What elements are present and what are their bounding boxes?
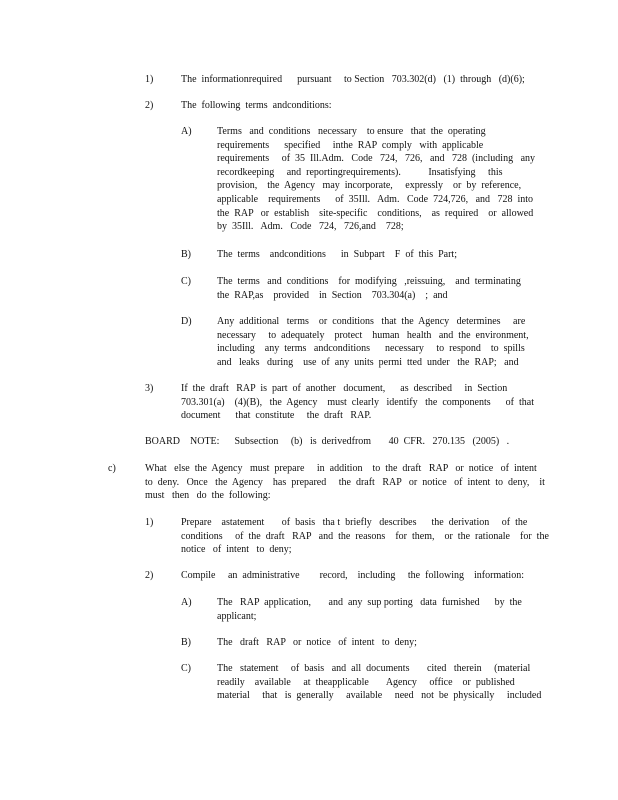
text-line: The informationrequired pursuant to Section 703.302(d) (1) through (d)(6);: [181, 74, 525, 85]
text-line: What else the Agency must prepare in addition to the draft RAP or notice of intent: [145, 463, 537, 474]
text-line: The following terms andconditions:: [181, 100, 332, 111]
item-label: B): [181, 249, 191, 260]
text-line: Any additional terms or conditions that the Agency determines are: [217, 316, 526, 327]
text-line: recordkeeping and reportingrequirements). Insatisfying this: [217, 166, 503, 178]
item-text: [145, 462, 550, 503]
text-line: Prepare astatement of basis tha t briefly describes the derivation of the: [181, 517, 528, 528]
text-line: applicable requirements of 35Ill. Adm. Code 724,726, and 728 into: [217, 193, 534, 205]
item-label: A): [181, 597, 192, 608]
item-text: [217, 125, 547, 234]
text-line: BOARD NOTE: Subsection (b) is derivedfrom 40 CFR. 270.135 (2005) .: [145, 436, 510, 447]
item-label: A): [181, 126, 192, 137]
item-label: C): [181, 663, 191, 674]
text-line: If the draft RAP is part of another document, as described in Section: [181, 383, 508, 394]
text-line: including any terms andconditions necessary to respond to spills: [217, 343, 525, 355]
item-label: 1): [145, 517, 154, 528]
text-line: conditions of the draft RAP and the reasons for them, or the rationale for the: [181, 530, 549, 542]
text-line: to deny. Once the Agency has prepared the draft RAP or notice of intent to deny, it: [145, 476, 545, 488]
item-text: [217, 248, 547, 262]
text-line: and leaks during use of any units permi tted under the RAP; and: [217, 356, 519, 368]
text-line: The terms andconditions in Subpart F of this Part;: [217, 249, 457, 260]
item-label: 2): [145, 100, 154, 111]
item-text: [181, 569, 549, 583]
item-label: 2): [145, 570, 154, 581]
text-line: must then do the following:: [145, 490, 271, 502]
item-label: D): [181, 316, 192, 327]
text-line: notice of intent to deny;: [181, 544, 292, 556]
text-line: necessary to adequately protect human health and the environment,: [217, 329, 529, 341]
item-label: 1): [145, 74, 154, 85]
text-line: by 35Ill. Adm. Code 724, 726,and 728;: [217, 221, 404, 233]
text-line: The RAP application, and any sup porting data furnished by the: [217, 597, 522, 608]
text-line: the RAP or establish site-specific conditions, as required or allowed: [217, 207, 534, 219]
text-line: The draft RAP or notice of intent to deny;: [217, 637, 417, 648]
text-line: Compile an administrative record, including the following information:: [181, 570, 524, 581]
item-text: [217, 662, 547, 703]
item-label: C): [181, 276, 191, 287]
item-text: [217, 315, 547, 369]
item-text: [217, 275, 547, 302]
text-line: requirements specified inthe RAP comply with applicable: [217, 139, 484, 151]
text-line: readily available at theapplicable Agency office or published: [217, 676, 515, 688]
item-text: [217, 636, 547, 650]
item-text: [181, 99, 551, 113]
text-line: 703.301(a) (4)(B), the Agency must clearly identify the components of that: [181, 396, 534, 408]
text-line: Terms and conditions necessary to ensure that the operating: [217, 126, 486, 137]
item-text: [181, 516, 549, 557]
item-label: 3): [145, 383, 154, 394]
item-label: c): [108, 463, 116, 474]
text-line: The terms and conditions for modifying ,reissuing, and terminating: [217, 276, 521, 287]
item-text: [181, 382, 546, 423]
text-line: requirements of 35 Ill.Adm. Code 724, 726, and 728 (including any: [217, 153, 536, 165]
board-note: [145, 435, 545, 449]
item-label: B): [181, 637, 191, 648]
item-text: [181, 73, 551, 87]
text-line: material that is generally available need not be physically included: [217, 690, 542, 702]
text-line: provision, the Agency may incorporate, expressly or by reference,: [217, 180, 522, 192]
item-text: [217, 596, 547, 623]
text-line: the RAP,as provided in Section 703.304(a) ; and: [217, 289, 448, 301]
text-line: The statement of basis and all documents cited therein (material: [217, 663, 531, 674]
text-line: applicant;: [217, 610, 257, 622]
text-line: document that constitute the draft RAP.: [181, 410, 372, 422]
